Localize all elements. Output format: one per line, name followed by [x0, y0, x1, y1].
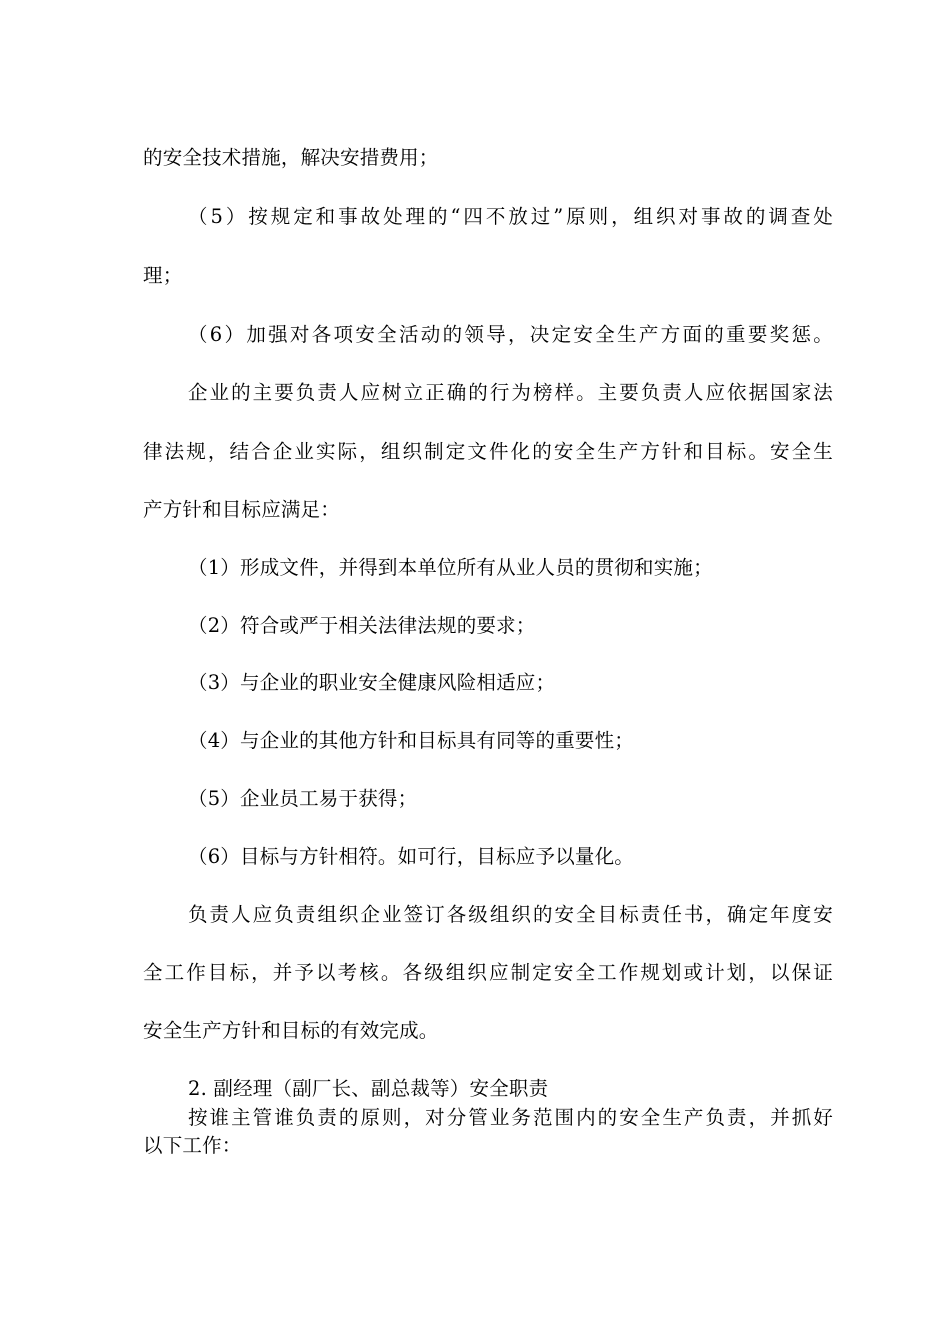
section-heading: 2. 副经理（副厂长、副总裁等）安全职责 — [188, 1077, 549, 1100]
list-item: （4）与企业的其他方针和目标具有同等的重要性； — [188, 729, 635, 752]
list-item: （6）目标与方针相符。如可行，目标应予以量化。 — [188, 845, 635, 868]
paragraph-line: 以下工作： — [143, 1134, 242, 1157]
list-item: （3）与企业的职业安全健康风险相适应； — [188, 671, 556, 694]
paragraph-line: （5）按规定和事故处理的“四不放过”原则，组织对事故的调查处 — [188, 205, 833, 228]
paragraph-line: 律法规，结合企业实际，组织制定文件化的安全生产方针和目标。安全生 — [143, 440, 833, 463]
paragraph-line: 产方针和目标应满足： — [143, 498, 341, 521]
paragraph-line: 全工作目标，并予以考核。各级组织应制定安全工作规划或计划，以保证 — [143, 961, 833, 984]
list-item: （5）企业员工易于获得； — [188, 787, 418, 810]
paragraph-line: 负责人应负责组织企业签订各级组织的安全目标责任书，确定年度安 — [188, 903, 833, 926]
paragraph-line: 企业的主要负责人应树立正确的行为榜样。主要负责人应依据国家法 — [188, 381, 833, 404]
paragraph-line: 按谁主管谁负责的原则，对分管业务范围内的安全生产负责，并抓好 — [188, 1106, 833, 1129]
list-item: （2）符合或严于相关法律法规的要求； — [188, 614, 536, 637]
list-item: （1）形成文件，并得到本单位所有从业人员的贯彻和实施； — [188, 556, 713, 579]
paragraph-line: 安全生产方针和目标的有效完成。 — [143, 1019, 439, 1042]
paragraph-line: 的安全技术措施，解决安措费用； — [143, 146, 439, 169]
paragraph-line: （6）加强对各项安全活动的领导，决定安全生产方面的重要奖惩。 — [188, 323, 833, 346]
paragraph-line: 理； — [143, 264, 183, 287]
